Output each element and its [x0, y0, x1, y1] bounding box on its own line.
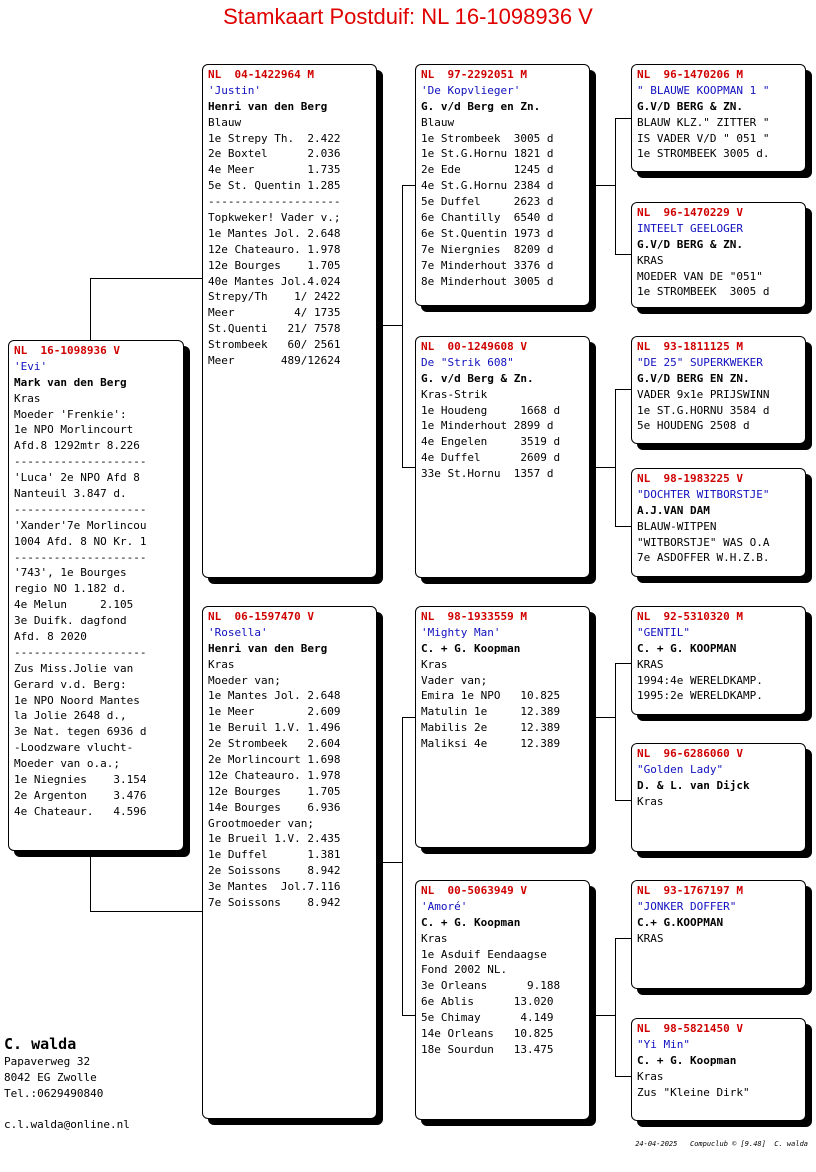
detail-line: 33e St.Hornu 1357 d: [421, 467, 554, 481]
pigeon-name: 'Amoré': [421, 899, 468, 913]
detail-line: 1994:4e WERELDKAMP.: [637, 673, 763, 687]
detail-line: 40e Mantes Jol.4.024: [208, 274, 341, 288]
connector: [90, 851, 91, 911]
detail-line: Kras: [637, 794, 664, 808]
detail-line: 4e Meer 1.735: [208, 163, 341, 177]
detail-line: Topkweker! Vader v.;: [208, 211, 341, 225]
detail-line: 1e NPO Morlincourt: [14, 423, 134, 437]
pigeon-details: [421, 387, 584, 482]
detail-line: Moeder van o.a.;: [14, 757, 120, 771]
breeder-name: C. walda: [4, 1035, 77, 1053]
pigeon-card-father[interactable]: [202, 64, 377, 578]
detail-line: 3e Duifk. dagfond: [14, 614, 127, 628]
detail-line: 12e Bourges 1.705: [208, 258, 341, 272]
detail-line: Zus "Kleine Dirk": [637, 1085, 750, 1099]
connector: [377, 325, 402, 326]
pigeon-card-fmf[interactable]: [631, 336, 806, 444]
pigeon-card-mff[interactable]: [631, 606, 806, 715]
pigeon-details: [208, 115, 371, 369]
owner: A.J.VAN DAM: [637, 503, 710, 517]
pigeon-name: INTEELT GEELOGER: [637, 221, 743, 235]
detail-line: '743', 1e Bourges: [14, 566, 127, 580]
connector: [402, 185, 403, 467]
owner: Henri van den Berg: [208, 641, 328, 655]
owner: C. + G. KOOPMAN: [637, 641, 737, 655]
detail-line: 1e Niegnies 3.154: [14, 773, 147, 787]
detail-line: 7e ASDOFFER W.H.Z.B.: [637, 551, 770, 565]
detail-line: 5e Chimay 4.149: [421, 1011, 554, 1025]
pigeon-details: [637, 931, 800, 947]
ring-number: NL 00-5063949 V: [421, 884, 527, 897]
detail-line: MOEDER VAN DE "051": [637, 269, 763, 283]
detail-line: 1e St.G.Hornu 1821 d: [421, 147, 554, 161]
detail-line: 1e Strepy Th. 2.422: [208, 131, 341, 145]
owner: D. & L. van Dijck: [637, 778, 750, 792]
detail-line: Maliksi 4e 12.389: [421, 737, 561, 751]
owner: C. + G. Koopman: [637, 1053, 737, 1067]
detail-line: Blauw: [208, 115, 242, 129]
detail-line: 12e Bourges 1.705: [208, 784, 341, 798]
detail-line: Meer 489/12624: [208, 354, 341, 368]
detail-line: VADER 9x1e PRIJSWINN: [637, 387, 770, 401]
detail-line: 1e Brueil 1.V. 2.435: [208, 832, 341, 846]
detail-line: KRAS: [637, 931, 664, 945]
ring-number: NL 98-1983225 V: [637, 472, 743, 485]
pigeon-name: "DOCHTER WITBORSTJE": [637, 487, 770, 501]
detail-line: 3e Orleans 9.188: [421, 979, 561, 993]
connector: [615, 389, 616, 526]
detail-line: Kras: [421, 657, 448, 671]
detail-line: Kras: [637, 1069, 664, 1083]
detail-line: 4e Duffel 2609 d: [421, 451, 561, 465]
breeder-info: [4, 1034, 130, 1133]
ring-number: NL 97-2292051 M: [421, 68, 527, 81]
pigeon-card-mf[interactable]: [415, 606, 590, 848]
owner: G. v/d Berg & Zn.: [421, 371, 534, 385]
connector: [615, 663, 616, 800]
breeder-email[interactable]: c.l.walda@online.nl: [4, 1118, 130, 1131]
ring-number: NL 96-1470229 V: [637, 206, 743, 219]
detail-line: --------------------: [14, 455, 147, 469]
detail-line: 1e Meer 2.609: [208, 705, 341, 719]
connector: [402, 717, 403, 1015]
ring-number: NL 04-1422964 M: [208, 68, 314, 81]
pigeon-name: "DE 25" SUPERKWEKER: [637, 355, 763, 369]
detail-line: Blauw: [421, 115, 455, 129]
pigeon-name: De "Strik 608": [421, 355, 514, 369]
detail-line: 4e Melun 2.105: [14, 598, 134, 612]
pigeon-card-fmm[interactable]: [631, 468, 806, 577]
pigeon-details: [637, 794, 800, 810]
detail-line: 7e Minderhout 3376 d: [421, 258, 554, 272]
pigeon-card-mother[interactable]: [202, 606, 377, 1119]
pigeon-details: [637, 387, 800, 435]
pigeon-name: "GENTIL": [637, 625, 690, 639]
connector: [590, 467, 615, 468]
detail-line: Moeder 'Frenkie':: [14, 407, 127, 421]
pigeon-details: [637, 1069, 800, 1101]
detail-line: 6e Chantilly 6540 d: [421, 211, 554, 225]
detail-line: BLAUW KLZ." ZITTER ": [637, 115, 770, 129]
connector: [590, 717, 615, 718]
pigeon-details: [637, 115, 800, 163]
connector: [590, 1015, 615, 1016]
detail-line: 1e Duffel 1.381: [208, 848, 341, 862]
detail-line: --------------------: [14, 645, 147, 659]
detail-line: 1995:2e WERELDKAMP.: [637, 689, 763, 703]
pigeon-name: 'De Kopvlieger': [421, 83, 521, 97]
pigeon-card-ff[interactable]: [415, 64, 590, 306]
owner: C. + G. Koopman: [421, 915, 521, 929]
detail-line: St.Quenti 21/ 7578: [208, 322, 341, 336]
detail-line: Matulin 1e 12.389: [421, 705, 561, 719]
pigeon-name: 'Mighty Man': [421, 625, 501, 639]
detail-line: KRAS: [637, 253, 664, 267]
pigeon-name: "Golden Lady": [637, 762, 724, 776]
detail-line: 1e Houdeng 1668 d: [421, 403, 561, 417]
detail-line: --------------------: [14, 502, 147, 516]
pigeon-name: 'Evi': [14, 359, 48, 373]
detail-line: 12e Chateauro. 1.978: [208, 768, 341, 782]
pigeon-details: [637, 519, 800, 567]
pigeon-details: [637, 657, 800, 705]
detail-line: BLAUW-WITPEN: [637, 519, 717, 533]
ring-number: NL 16-1098936 V: [14, 344, 120, 357]
detail-line: -Loodzware vlucht-: [14, 741, 134, 755]
connector: [615, 118, 616, 254]
detail-line: 14e Orleans 10.825: [421, 1027, 554, 1041]
detail-line: 3e Nat. tegen 6936 d: [14, 725, 147, 739]
detail-line: 18e Sourdun 13.475: [421, 1042, 554, 1056]
detail-line: Strepy/Th 1/ 2422: [208, 290, 341, 304]
detail-line: Strombeek 60/ 2561: [208, 338, 341, 352]
detail-line: 1e Mantes Jol. 2.648: [208, 689, 341, 703]
detail-line: 2e Boxtel 2.036: [208, 147, 341, 161]
detail-line: 1e STROMBEEK 3005 d.: [637, 147, 770, 161]
pigeon-name: 'Justin': [208, 83, 261, 97]
owner: C. + G. Koopman: [421, 641, 521, 655]
ring-number: NL 98-5821450 V: [637, 1022, 743, 1035]
detail-line: regio NO 1.182 d.: [14, 582, 127, 596]
detail-line: Moeder van;: [208, 673, 281, 687]
ring-number: NL 92-5310320 M: [637, 610, 743, 623]
detail-line: 1e Minderhout 2899 d: [421, 419, 554, 433]
detail-line: Vader van;: [421, 673, 488, 687]
pigeon-card-fm[interactable]: [415, 336, 590, 578]
pigeon-card-subject[interactable]: [8, 340, 184, 851]
connector: [590, 185, 615, 186]
pigeon-card-mfm[interactable]: [631, 743, 806, 852]
detail-line: 'Xander'7e Morlincou: [14, 518, 147, 532]
breeder-city: 8042 EG Zwolle: [4, 1071, 97, 1084]
detail-line: 5e HOUDENG 2508 d: [637, 419, 750, 433]
detail-line: Kras: [208, 657, 235, 671]
detail-line: 2e Ede 1245 d: [421, 163, 554, 177]
detail-line: 2e Morlincourt 1.698: [208, 753, 341, 767]
detail-line: 2e Strombeek 2.604: [208, 737, 341, 751]
pigeon-card-mm[interactable]: [415, 880, 590, 1120]
detail-line: KRAS: [637, 657, 664, 671]
detail-line: 6e St.Quentin 1973 d: [421, 226, 554, 240]
detail-line: la Jolie 2648 d.,: [14, 709, 127, 723]
owner: G.V/D BERG & ZN.: [637, 99, 743, 113]
owner: G. v/d Berg en Zn.: [421, 99, 541, 113]
detail-line: 1e NPO Noord Mantes: [14, 693, 140, 707]
owner: C.+ G.KOOPMAN: [637, 915, 724, 929]
detail-line: 3e Mantes Jol.7.116: [208, 880, 341, 894]
pigeon-name: " BLAUWE KOOPMAN 1 ": [637, 83, 770, 97]
detail-line: 7e Niergnies 8209 d: [421, 242, 554, 256]
detail-line: 12e Chateauro. 1.978: [208, 242, 341, 256]
detail-line: Afd. 8 2020: [14, 630, 87, 644]
breeder-phone: Tel.:0629490840: [4, 1087, 104, 1100]
detail-line: Kras: [421, 931, 448, 945]
page-title: Stamkaart Postduif: NL 16-1098936 V: [223, 4, 593, 29]
ring-number: NL 98-1933559 M: [421, 610, 527, 623]
ring-number: NL 06-1597470 V: [208, 610, 314, 623]
pigeon-details: [421, 657, 584, 752]
detail-line: Emira 1e NPO 10.825: [421, 689, 561, 703]
detail-line: Gerard v.d. Berg:: [14, 677, 127, 691]
detail-line: Kras-Strik: [421, 387, 488, 401]
owner: G.V/D BERG EN ZN.: [637, 371, 750, 385]
detail-line: Mabilis 2e 12.389: [421, 721, 561, 735]
ring-number: NL 00-1249608 V: [421, 340, 527, 353]
detail-line: 1e Strombeek 3005 d: [421, 131, 554, 145]
detail-line: 1e ST.G.HORNU 3584 d: [637, 403, 770, 417]
connector: [90, 911, 205, 912]
detail-line: 14e Bourges 6.936: [208, 800, 341, 814]
detail-line: Meer 4/ 1735: [208, 306, 341, 320]
detail-line: 1004 Afd. 8 NO Kr. 1: [14, 534, 147, 548]
pigeon-details: [208, 657, 371, 911]
detail-line: Afd.8 1292mtr 8.226: [14, 439, 140, 453]
detail-line: Nanteuil 3.847 d.: [14, 487, 127, 501]
pigeon-card-mmm[interactable]: [631, 1018, 806, 1121]
ring-number: NL 93-1767197 M: [637, 884, 743, 897]
detail-line: 'Luca' 2e NPO Afd 8: [14, 471, 140, 485]
footer-credit: 24-04-2025 Compuclub © [9.48] C. walda: [635, 1140, 808, 1148]
connector: [615, 938, 616, 1076]
detail-line: 4e Chateaur. 4.596: [14, 804, 147, 818]
detail-line: 4e St.G.Hornu 2384 d: [421, 179, 554, 193]
pigeon-name: "JONKER DOFFER": [637, 899, 737, 913]
detail-line: 5e Duffel 2623 d: [421, 195, 554, 209]
breeder-address: Papaverweg 32: [4, 1055, 91, 1068]
ring-number: NL 96-1470206 M: [637, 68, 743, 81]
owner: Mark van den Berg: [14, 375, 127, 389]
pigeon-name: 'Rosella': [208, 625, 268, 639]
detail-line: --------------------: [208, 195, 341, 209]
detail-line: Zus Miss.Jolie van: [14, 661, 134, 675]
ring-number: NL 96-6286060 V: [637, 747, 743, 760]
detail-line: 1e STROMBEEK 3005 d: [637, 285, 770, 299]
pigeon-card-mmf[interactable]: [631, 880, 806, 989]
pigeon-details: [421, 115, 584, 290]
connector: [90, 278, 91, 340]
detail-line: 8e Minderhout 3005 d: [421, 274, 554, 288]
ring-number: NL 93-1811125 M: [637, 340, 743, 353]
pigeon-name: "Yi Min": [637, 1037, 690, 1051]
owner: G.V/D BERG & ZN.: [637, 237, 743, 251]
detail-line: 2e Argenton 3.476: [14, 788, 147, 802]
pigeon-details: [637, 253, 800, 301]
detail-line: 5e St. Quentin 1.285: [208, 179, 341, 193]
detail-line: 4e Engelen 3519 d: [421, 435, 561, 449]
detail-line: IS VADER V/D " 051 ": [637, 131, 770, 145]
pigeon-details: [14, 391, 178, 820]
detail-line: 1e Mantes Jol. 2.648: [208, 226, 341, 240]
detail-line: --------------------: [14, 550, 147, 564]
detail-line: Fond 2002 NL.: [421, 963, 508, 977]
detail-line: Kras: [14, 391, 41, 405]
detail-line: 6e Ablis 13.020: [421, 995, 554, 1009]
detail-line: 2e Soissons 8.942: [208, 864, 341, 878]
owner: Henri van den Berg: [208, 99, 328, 113]
detail-line: "WITBORSTJE" WAS O.A: [637, 535, 770, 549]
detail-line: 1e Beruil 1.V. 1.496: [208, 721, 341, 735]
pigeon-card-fff[interactable]: [631, 64, 806, 172]
detail-line: 7e Soissons 8.942: [208, 896, 341, 910]
pigeon-details: [421, 931, 584, 1058]
connector: [90, 278, 205, 279]
detail-line: 1e Asduif Eendaagse: [421, 947, 547, 961]
connector: [377, 862, 402, 863]
pigeon-card-ffm[interactable]: [631, 202, 806, 308]
detail-line: Grootmoeder van;: [208, 816, 314, 830]
